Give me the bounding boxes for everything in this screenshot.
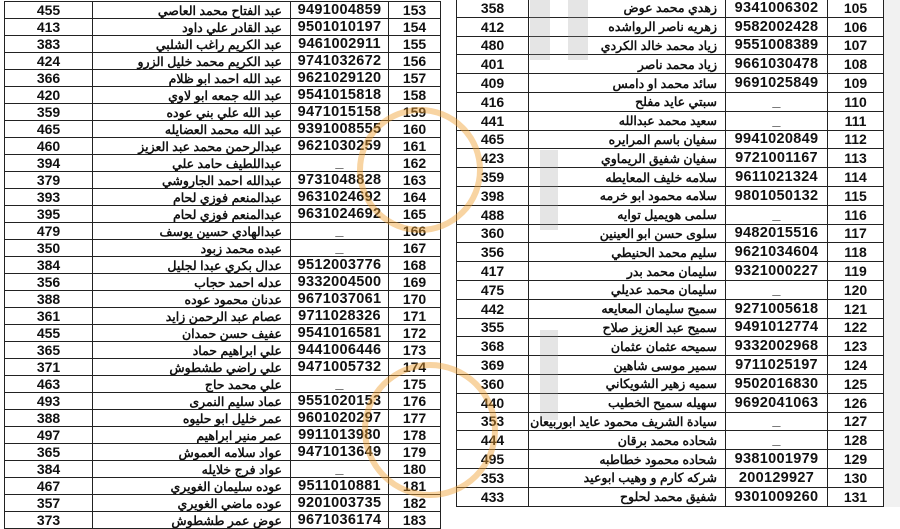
- table-row: [5, 223, 441, 240]
- serial-cell: 109: [828, 74, 884, 93]
- national-id-cell: _: [291, 461, 389, 478]
- serial-cell: 155: [389, 36, 441, 53]
- score-cell: 355: [457, 318, 529, 337]
- score-cell: 416: [457, 92, 529, 111]
- table-row: [5, 36, 441, 53]
- serial-cell: 105: [828, 0, 884, 17]
- score-cell: 353: [457, 468, 529, 487]
- name-cell: عبده محمد زبود: [93, 240, 291, 257]
- name-cell: عوده سليمان الغويري: [93, 478, 291, 495]
- name-cell: زياد محمد خالد الكردي: [529, 36, 726, 55]
- name-cell: عبد الكريم راغب الشلبي: [93, 36, 291, 53]
- score-cell: 412: [457, 17, 529, 36]
- table-row: [457, 450, 884, 469]
- table-row: [5, 376, 441, 393]
- score-cell: 475: [457, 280, 529, 299]
- national-id-cell: 9482015516: [726, 224, 828, 243]
- score-cell: 455: [5, 325, 93, 342]
- serial-cell: 176: [389, 393, 441, 410]
- table-row: [457, 412, 884, 431]
- score-cell: 357: [5, 495, 93, 512]
- table-row: [457, 299, 884, 318]
- serial-cell: 123: [828, 337, 884, 356]
- name-cell: سلامه محمود ابو خرمه: [529, 186, 726, 205]
- name-cell: عبد الله احمد ابو ظلام: [93, 70, 291, 87]
- table-row: [5, 206, 441, 223]
- name-cell: زهريه ناصر الرواشده: [529, 17, 726, 36]
- national-id-cell: 9731048828: [291, 172, 389, 189]
- name-cell: سفيان باسم المرايره: [529, 130, 726, 149]
- table-row: [5, 427, 441, 444]
- serial-cell: 159: [389, 104, 441, 121]
- score-cell: 394: [5, 155, 93, 172]
- table-row: [5, 478, 441, 495]
- national-id-cell: 9551008389: [726, 36, 828, 55]
- table-row: [457, 36, 884, 55]
- national-id-cell: 9691025849: [726, 74, 828, 93]
- table-row: [457, 318, 884, 337]
- table-row: [457, 224, 884, 243]
- name-cell: زهدي محمد عوض: [529, 0, 726, 17]
- score-cell: 384: [5, 461, 93, 478]
- serial-cell: 110: [828, 92, 884, 111]
- serial-cell: 180: [389, 461, 441, 478]
- serial-cell: 122: [828, 318, 884, 337]
- name-cell: عبدالمنعم فوزي لحام: [93, 206, 291, 223]
- national-id-cell: 9621030259: [291, 138, 389, 155]
- score-cell: 358: [457, 0, 529, 17]
- score-cell: 463: [5, 376, 93, 393]
- national-id-cell: 9611021324: [726, 168, 828, 187]
- national-id-cell: _: [291, 223, 389, 240]
- national-id-cell: 9711028326: [291, 308, 389, 325]
- table-row: [457, 431, 884, 450]
- serial-cell: 177: [389, 410, 441, 427]
- table-row: [5, 444, 441, 461]
- serial-cell: 124: [828, 356, 884, 375]
- table-row: [457, 168, 884, 187]
- name-cell: سلامه خليف المعايطه: [529, 168, 726, 187]
- name-cell: عبد الله جمعه ابو لاوي: [93, 87, 291, 104]
- national-id-cell: _: [291, 155, 389, 172]
- national-id-cell: 9551020153: [291, 393, 389, 410]
- national-id-cell: 9671036174: [291, 512, 389, 529]
- name-cell: عبدالهادي حسين يوسف: [93, 223, 291, 240]
- score-cell: 442: [457, 299, 529, 318]
- score-cell: 455: [5, 2, 93, 19]
- name-cell: شركه كارم و وهيب ابوعيد: [529, 468, 726, 487]
- national-id-cell: 9491012774: [726, 318, 828, 337]
- national-id-cell: 9501010197: [291, 19, 389, 36]
- national-id-cell: 9541016581: [291, 325, 389, 342]
- table-row: [457, 243, 884, 262]
- national-id-cell: 9381001979: [726, 450, 828, 469]
- name-cell: شفيق محمد لحلوح: [529, 487, 726, 506]
- table-row: [457, 337, 884, 356]
- name-cell: عبد الفتاح محمد العاصي: [93, 2, 291, 19]
- table-row: [457, 262, 884, 281]
- national-id-cell: 9582002428: [726, 17, 828, 36]
- serial-cell: 157: [389, 70, 441, 87]
- national-id-cell: 9332004500: [291, 274, 389, 291]
- table-row: [457, 92, 884, 111]
- name-cell: عفيف حسن حمدان: [93, 325, 291, 342]
- name-cell: علي محمد حاج: [93, 376, 291, 393]
- national-id-cell: 9471013649: [291, 444, 389, 461]
- national-id-cell: 9332002968: [726, 337, 828, 356]
- table-row: [457, 74, 884, 93]
- score-cell: 413: [5, 19, 93, 36]
- serial-cell: 171: [389, 308, 441, 325]
- table-row: [5, 2, 441, 19]
- table-row: [5, 342, 441, 359]
- score-cell: 379: [5, 172, 93, 189]
- name-cell: عبد الله محمد العضايله: [93, 121, 291, 138]
- score-cell: 368: [457, 337, 529, 356]
- score-cell: 409: [457, 74, 529, 93]
- national-id-cell: _: [291, 376, 389, 393]
- national-id-cell: _: [726, 92, 828, 111]
- score-cell: 495: [457, 450, 529, 469]
- page-margin: [884, 0, 900, 507]
- name-cell: عبدالرحمن محمد عبد العزيز: [93, 138, 291, 155]
- name-cell: عبدالمنعم فوزي لحام: [93, 189, 291, 206]
- national-id-cell: 9541015818: [291, 87, 389, 104]
- table-row: [5, 257, 441, 274]
- table-row: [5, 104, 441, 121]
- score-cell: 480: [457, 36, 529, 55]
- table-row: [5, 121, 441, 138]
- serial-cell: 181: [389, 478, 441, 495]
- national-id-cell: 9601020297: [291, 410, 389, 427]
- name-cell: سلوى حسن ابو العينين: [529, 224, 726, 243]
- name-cell: سائد محمد او دامس: [529, 74, 726, 93]
- serial-cell: 116: [828, 205, 884, 224]
- serial-cell: 121: [828, 299, 884, 318]
- table-row: [5, 70, 441, 87]
- name-cell: عبد الكريم محمد خليل الزرو: [93, 53, 291, 70]
- table-row: [5, 359, 441, 376]
- table-row: [457, 111, 884, 130]
- name-cell: سميحه عثمان عثمان: [529, 337, 726, 356]
- serial-cell: 167: [389, 240, 441, 257]
- national-id-cell: 200129927: [726, 468, 828, 487]
- score-cell: 467: [5, 478, 93, 495]
- name-cell: عدال بكري عبدا لجليل: [93, 257, 291, 274]
- name-cell: عواد سلامه العموش: [93, 444, 291, 461]
- name-cell: عدله احمد حجاب: [93, 274, 291, 291]
- name-cell: عبد الله علي بني عوده: [93, 104, 291, 121]
- serial-cell: 160: [389, 121, 441, 138]
- table-row: [457, 280, 884, 299]
- serial-cell: 170: [389, 291, 441, 308]
- table-row: [5, 189, 441, 206]
- national-id-cell: _: [726, 412, 828, 431]
- serial-cell: 126: [828, 393, 884, 412]
- serial-cell: 131: [828, 487, 884, 506]
- national-id-cell: 9341006302: [726, 0, 828, 17]
- serial-cell: 175: [389, 376, 441, 393]
- table-row: [5, 325, 441, 342]
- serial-cell: 118: [828, 243, 884, 262]
- score-cell: 420: [5, 87, 93, 104]
- national-id-cell: _: [726, 431, 828, 450]
- score-cell: 395: [5, 206, 93, 223]
- name-cell: علي ابراهيم حماد: [93, 342, 291, 359]
- name-cell: علي راضي طشطوش: [93, 359, 291, 376]
- serial-cell: 127: [828, 412, 884, 431]
- name-cell: سليمان محمد بدر: [529, 262, 726, 281]
- table-row: [457, 186, 884, 205]
- national-id-cell: _: [726, 280, 828, 299]
- serial-cell: 161: [389, 138, 441, 155]
- serial-cell: 107: [828, 36, 884, 55]
- name-cell: سميه زهير الشويكاني: [529, 374, 726, 393]
- score-cell: 433: [457, 487, 529, 506]
- score-cell: 388: [5, 410, 93, 427]
- national-id-cell: 9671037061: [291, 291, 389, 308]
- serial-cell: 174: [389, 359, 441, 376]
- table-row: [5, 138, 441, 155]
- name-cell: عبداللطيف حامد علي: [93, 155, 291, 172]
- serial-cell: 156: [389, 53, 441, 70]
- score-cell: 383: [5, 36, 93, 53]
- national-id-cell: 9721001167: [726, 149, 828, 168]
- table-row: [457, 130, 884, 149]
- serial-cell: 165: [389, 206, 441, 223]
- name-cell: سمير موسى شاهين: [529, 356, 726, 375]
- name-cell: عصام عبد الرحمن زايد: [93, 308, 291, 325]
- score-cell: 384: [5, 257, 93, 274]
- name-cell: عواد فرج خلايله: [93, 461, 291, 478]
- national-id-cell: 9301009260: [726, 487, 828, 506]
- name-cell: سميح سليمان المعايعه: [529, 299, 726, 318]
- score-cell: 398: [457, 186, 529, 205]
- table-row: [5, 410, 441, 427]
- table-row: [457, 17, 884, 36]
- name-cell: عدنان محمود عوده: [93, 291, 291, 308]
- score-cell: 465: [457, 130, 529, 149]
- national-id-cell: _: [291, 240, 389, 257]
- table-row: [457, 205, 884, 224]
- table-row: [457, 374, 884, 393]
- table-row: [5, 155, 441, 172]
- score-cell: 423: [457, 149, 529, 168]
- score-cell: 440: [457, 393, 529, 412]
- table-row: [457, 487, 884, 506]
- serial-cell: 128: [828, 431, 884, 450]
- national-id-cell: 9201003735: [291, 495, 389, 512]
- serial-cell: 114: [828, 168, 884, 187]
- name-cell: سبتي عايد مفلح: [529, 92, 726, 111]
- score-cell: 366: [5, 70, 93, 87]
- serial-cell: 130: [828, 468, 884, 487]
- serial-cell: 112: [828, 130, 884, 149]
- name-cell: عوض عمر طشطوش: [93, 512, 291, 529]
- table-row: [5, 87, 441, 104]
- score-cell: 356: [5, 274, 93, 291]
- national-id-cell: 9461002911: [291, 36, 389, 53]
- name-cell: سيادة الشريف محمود عايد ابوربيعان: [529, 412, 726, 431]
- serial-cell: 113: [828, 149, 884, 168]
- score-cell: 460: [5, 138, 93, 155]
- national-id-cell: 9631024692: [291, 206, 389, 223]
- serial-cell: 153: [389, 2, 441, 19]
- table-row: [5, 240, 441, 257]
- table-row: [5, 308, 441, 325]
- serial-cell: 163: [389, 172, 441, 189]
- score-cell: 360: [457, 374, 529, 393]
- name-cell: عمر منير ابراهيم: [93, 427, 291, 444]
- table-row: [5, 172, 441, 189]
- national-id-cell: 9471015158: [291, 104, 389, 121]
- national-id-cell: 9271005618: [726, 299, 828, 318]
- serial-cell: 106: [828, 17, 884, 36]
- table-row: [457, 55, 884, 74]
- score-cell: 388: [5, 291, 93, 308]
- national-id-cell: _: [726, 111, 828, 130]
- score-cell: 371: [5, 359, 93, 376]
- score-cell: 493: [5, 393, 93, 410]
- national-id-cell: 9711025197: [726, 356, 828, 375]
- score-cell: 350: [5, 240, 93, 257]
- national-id-cell: 9661030478: [726, 55, 828, 74]
- national-id-cell: 9502016830: [726, 374, 828, 393]
- name-cell: عوده ماضي الغويري: [93, 495, 291, 512]
- serial-cell: 179: [389, 444, 441, 461]
- national-id-cell: 9511010881: [291, 478, 389, 495]
- name-cell: سهيله سميح الخطيب: [529, 393, 726, 412]
- name-cell: سليمان محمد عديلي: [529, 280, 726, 299]
- serial-cell: 108: [828, 55, 884, 74]
- national-id-cell: 9631024692: [291, 189, 389, 206]
- national-id-cell: 9941020849: [726, 130, 828, 149]
- serial-cell: 115: [828, 186, 884, 205]
- score-cell: 465: [5, 121, 93, 138]
- name-cell: سلمى هويميل توايه: [529, 205, 726, 224]
- serial-cell: 117: [828, 224, 884, 243]
- name-cell: زياد محمد ناصر: [529, 55, 726, 74]
- national-id-cell: 9692041063: [726, 393, 828, 412]
- score-cell: 424: [5, 53, 93, 70]
- score-cell: 401: [457, 55, 529, 74]
- serial-cell: 173: [389, 342, 441, 359]
- serial-cell: 172: [389, 325, 441, 342]
- serial-cell: 158: [389, 87, 441, 104]
- score-cell: 497: [5, 427, 93, 444]
- national-id-cell: _: [726, 205, 828, 224]
- serial-cell: 169: [389, 274, 441, 291]
- score-cell: 441: [457, 111, 529, 130]
- score-cell: 365: [5, 342, 93, 359]
- score-cell: 479: [5, 223, 93, 240]
- score-cell: 365: [5, 444, 93, 461]
- name-cell: سفيان شفيق الريماوي: [529, 149, 726, 168]
- national-id-cell: 9621029120: [291, 70, 389, 87]
- score-cell: 444: [457, 431, 529, 450]
- name-cell: عمر خليل ابو حليوه: [93, 410, 291, 427]
- serial-cell: 182: [389, 495, 441, 512]
- name-cell: سليم محمد الحنيطي: [529, 243, 726, 262]
- score-cell: 369: [457, 356, 529, 375]
- name-cell: شحاده محمود خطاطبه: [529, 450, 726, 469]
- national-id-cell: 9911013980: [291, 427, 389, 444]
- name-cell: سعيد محمد عبدالله: [529, 111, 726, 130]
- national-id-cell: 9471005732: [291, 359, 389, 376]
- national-id-cell: 9491004859: [291, 2, 389, 19]
- score-cell: 373: [5, 512, 93, 529]
- score-cell: 393: [5, 189, 93, 206]
- table-row: [5, 19, 441, 36]
- name-cell: عبدالله احمد الجاروشي: [93, 172, 291, 189]
- table-row: [5, 53, 441, 70]
- score-cell: 360: [457, 224, 529, 243]
- serial-cell: 178: [389, 427, 441, 444]
- table-row: [5, 495, 441, 512]
- serial-cell: 120: [828, 280, 884, 299]
- national-id-cell: 9391008555: [291, 121, 389, 138]
- table-row: [5, 512, 441, 529]
- national-id-cell: 9512003776: [291, 257, 389, 274]
- table-row: [5, 461, 441, 478]
- serial-cell: 162: [389, 155, 441, 172]
- serial-cell: 166: [389, 223, 441, 240]
- left-results-table: [4, 1, 441, 529]
- name-cell: شحاده محمد برقان: [529, 431, 726, 450]
- table-row: [457, 393, 884, 412]
- serial-cell: 164: [389, 189, 441, 206]
- score-cell: 488: [457, 205, 529, 224]
- table-row: [457, 468, 884, 487]
- serial-cell: 125: [828, 374, 884, 393]
- table-row: [5, 393, 441, 410]
- name-cell: سميح عبد العزيز صلاح: [529, 318, 726, 337]
- table-row: [457, 356, 884, 375]
- serial-cell: 129: [828, 450, 884, 469]
- score-cell: 359: [5, 104, 93, 121]
- national-id-cell: 9741032672: [291, 53, 389, 70]
- serial-cell: 154: [389, 19, 441, 36]
- table-row: [457, 0, 884, 17]
- name-cell: عبد القادر علي داود: [93, 19, 291, 36]
- score-cell: 417: [457, 262, 529, 281]
- score-cell: 359: [457, 168, 529, 187]
- score-cell: 356: [457, 243, 529, 262]
- name-cell: عماد سليم النمرى: [93, 393, 291, 410]
- score-cell: 361: [5, 308, 93, 325]
- serial-cell: 183: [389, 512, 441, 529]
- score-cell: 353: [457, 412, 529, 431]
- table-row: [5, 274, 441, 291]
- table-row: [5, 291, 441, 308]
- serial-cell: 119: [828, 262, 884, 281]
- right-results-table: [456, 0, 884, 507]
- table-row: [457, 149, 884, 168]
- national-id-cell: 9621034604: [726, 243, 828, 262]
- national-id-cell: 9441006446: [291, 342, 389, 359]
- national-id-cell: 9801050132: [726, 186, 828, 205]
- serial-cell: 168: [389, 257, 441, 274]
- serial-cell: 111: [828, 111, 884, 130]
- national-id-cell: 9321000227: [726, 262, 828, 281]
